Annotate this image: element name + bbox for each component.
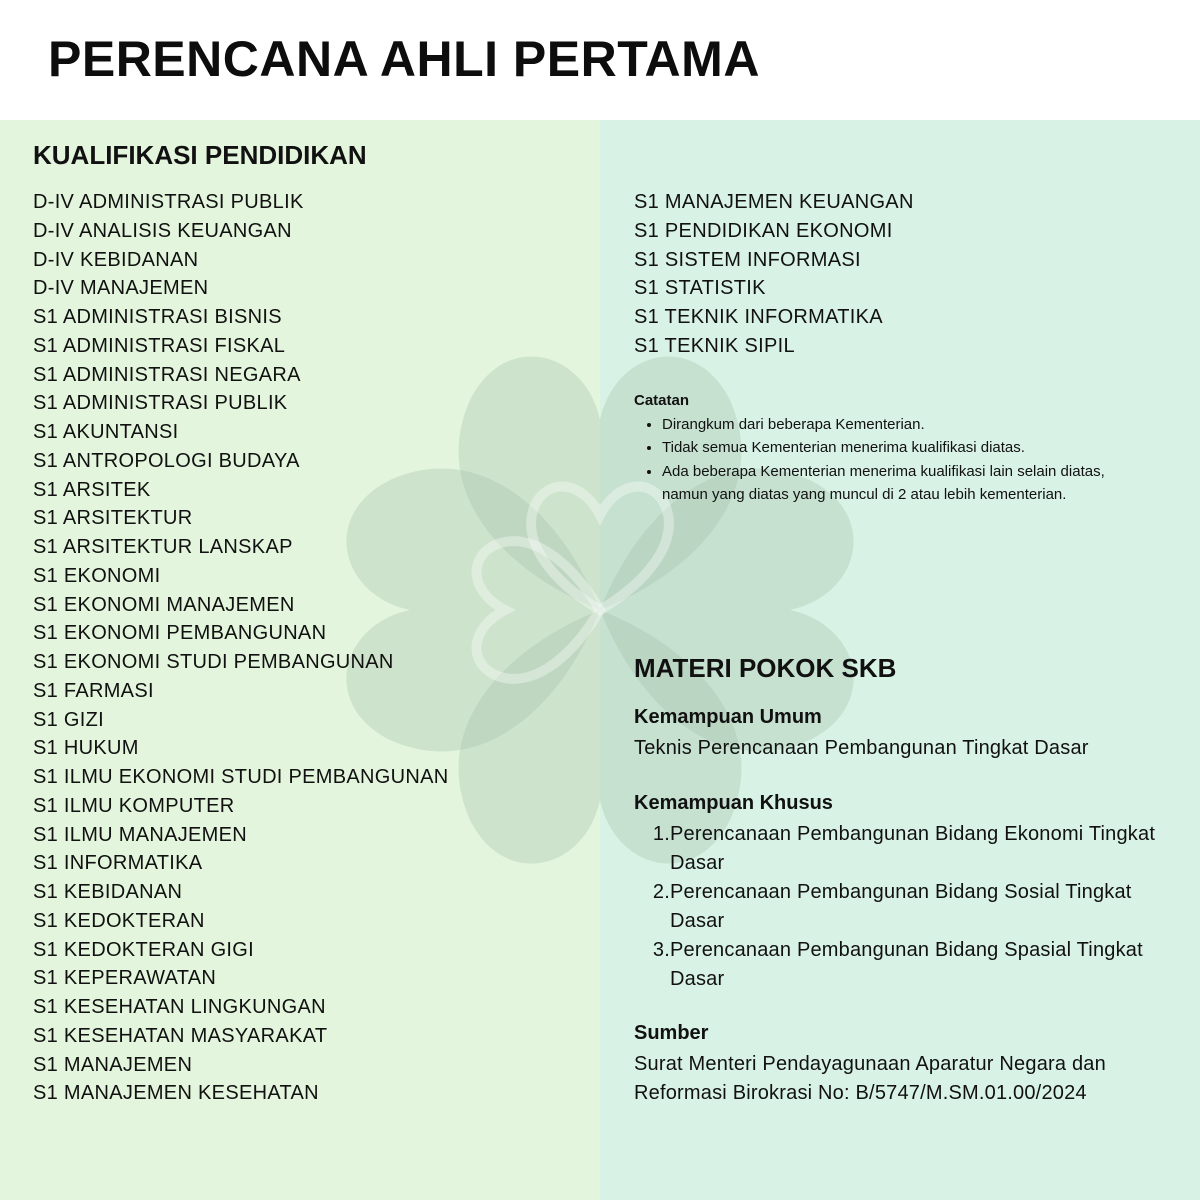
qualification-list-left bbox=[33, 188, 449, 1108]
catatan-item: • Dirangkum dari beberapa Kementerian. bbox=[662, 413, 1154, 437]
qualification-item: S1 KESEHATAN LINGKUNGAN bbox=[33, 996, 326, 1018]
qualification-item: S1 ARSITEKTUR LANSKAP bbox=[33, 536, 293, 558]
qualification-item: S1 ARSITEK bbox=[33, 478, 151, 501]
qualification-item: S1 KEDOKTERAN GIGI bbox=[33, 938, 255, 961]
qualification-item: S1 HUKUM bbox=[33, 737, 139, 760]
item-text: Perencanaan Pembangunan Bidang Spasial Tingkat Dasar bbox=[670, 939, 1143, 990]
qualification-item: S1 ADMINISTRASI BISNIS bbox=[33, 306, 282, 328]
catatan-item: • Tidak semua Kementerian menerima kualifikasi diatas. bbox=[662, 436, 1154, 460]
catatan-title: Catatan bbox=[634, 392, 690, 409]
qualification-item: D-IV ANALISIS KEUANGAN bbox=[33, 219, 292, 242]
item-number: 1. bbox=[652, 823, 670, 845]
qualification-list-right bbox=[634, 188, 914, 361]
materi-heading: MATERI POKOK SKB bbox=[634, 653, 897, 683]
item-number: 3. bbox=[652, 939, 670, 961]
kemampuan-khusus-list bbox=[634, 820, 1174, 994]
sumber-text: Surat Menteri Pendayagunaan Aparatur Negara dan Reformasi Birokrasi No: B/5747/M.SM.01.00/2024 bbox=[634, 1053, 1106, 1104]
qualification-item: S1 ILMU EKONOMI STUDI PEMBANGUNAN bbox=[33, 766, 449, 788]
qualification-item: S1 KEDOKTERAN bbox=[33, 909, 205, 932]
qualification-item: S1 FARMASI bbox=[33, 679, 154, 702]
item-number: 2. bbox=[652, 881, 670, 903]
item-text: Perencanaan Pembangunan Bidang Sosial Tingkat Dasar bbox=[670, 881, 1132, 932]
catatan-block bbox=[634, 389, 1154, 507]
qualification-item: S1 ADMINISTRASI FISKAL bbox=[33, 334, 286, 357]
qualification-item: S1 ADMINISTRASI PUBLIK bbox=[33, 392, 288, 415]
qualification-item: S1 ILMU MANAJEMEN bbox=[33, 823, 248, 846]
qualification-item: S1 PENDIDIKAN EKONOMI bbox=[634, 219, 893, 242]
qualification-item: S1 STATISTIK bbox=[634, 277, 766, 300]
qualification-item: S1 ARSITEKTUR bbox=[33, 507, 193, 530]
item-text: Perencanaan Pembangunan Bidang Ekonomi Tingkat Dasar bbox=[670, 823, 1156, 874]
kemampuan-khusus-item bbox=[634, 820, 1174, 878]
qualification-item: S1 EKONOMI bbox=[33, 564, 161, 587]
qualification-item: D-IV MANAJEMEN bbox=[33, 277, 209, 300]
qualification-item: S1 MANAJEMEN KESEHATAN bbox=[33, 1082, 319, 1105]
kualifikasi-heading: KUALIFIKASI PENDIDIKAN bbox=[33, 140, 367, 170]
qualification-item: S1 INFORMATIKA bbox=[33, 852, 203, 875]
qualification-item: S1 MANAJEMEN KEUANGAN bbox=[634, 191, 914, 213]
qualification-item: S1 GIZI bbox=[33, 708, 105, 731]
kemampuan-khusus-label: Kemampuan Khusus bbox=[634, 792, 833, 814]
sumber-label: Sumber bbox=[634, 1022, 709, 1044]
qualification-item: S1 ADMINISTRASI NEGARA bbox=[33, 363, 301, 386]
kemampuan-khusus-item bbox=[634, 878, 1174, 936]
qualification-item: S1 SISTEM INFORMASI bbox=[634, 248, 861, 271]
qualification-item: S1 EKONOMI MANAJEMEN bbox=[33, 593, 295, 616]
kemampuan-umum-label: Kemampuan Umum bbox=[634, 706, 822, 728]
qualification-item: S1 KEBIDANAN bbox=[33, 881, 183, 903]
qualification-item: S1 MANAJEMEN bbox=[33, 1053, 193, 1076]
qualification-item: S1 TEKNIK INFORMATIKA bbox=[634, 306, 883, 328]
qualification-item: S1 ANTROPOLOGI BUDAYA bbox=[33, 449, 300, 472]
qualification-item: D-IV KEBIDANAN bbox=[33, 248, 199, 271]
catatan-item: • Ada beberapa Kementerian menerima kualifikasi lain selain diatas, namun yang diatas yang muncul di 2 atau lebih kementerian. bbox=[662, 460, 1154, 507]
qualification-item: D-IV ADMINISTRASI PUBLIK bbox=[33, 191, 304, 213]
header bbox=[0, 0, 1200, 120]
qualification-item: S1 EKONOMI PEMBANGUNAN bbox=[33, 622, 327, 645]
qualification-item: S1 KESEHATAN MASYARAKAT bbox=[33, 1024, 328, 1047]
kemampuan-khusus-item bbox=[634, 936, 1174, 994]
qualification-item: S1 AKUNTANSI bbox=[33, 421, 179, 443]
page-title: PERENCANA AHLI PERTAMA bbox=[48, 31, 760, 87]
kemampuan-umum-text: Teknis Perencanaan Pembangunan Tingkat Dasar bbox=[634, 737, 1089, 759]
qualification-item: S1 TEKNIK SIPIL bbox=[634, 334, 795, 357]
catatan-list bbox=[634, 413, 1154, 507]
qualification-item: S1 ILMU KOMPUTER bbox=[33, 794, 235, 817]
qualification-item: S1 EKONOMI STUDI PEMBANGUNAN bbox=[33, 651, 394, 673]
qualification-item: S1 KEPERAWATAN bbox=[33, 967, 217, 990]
